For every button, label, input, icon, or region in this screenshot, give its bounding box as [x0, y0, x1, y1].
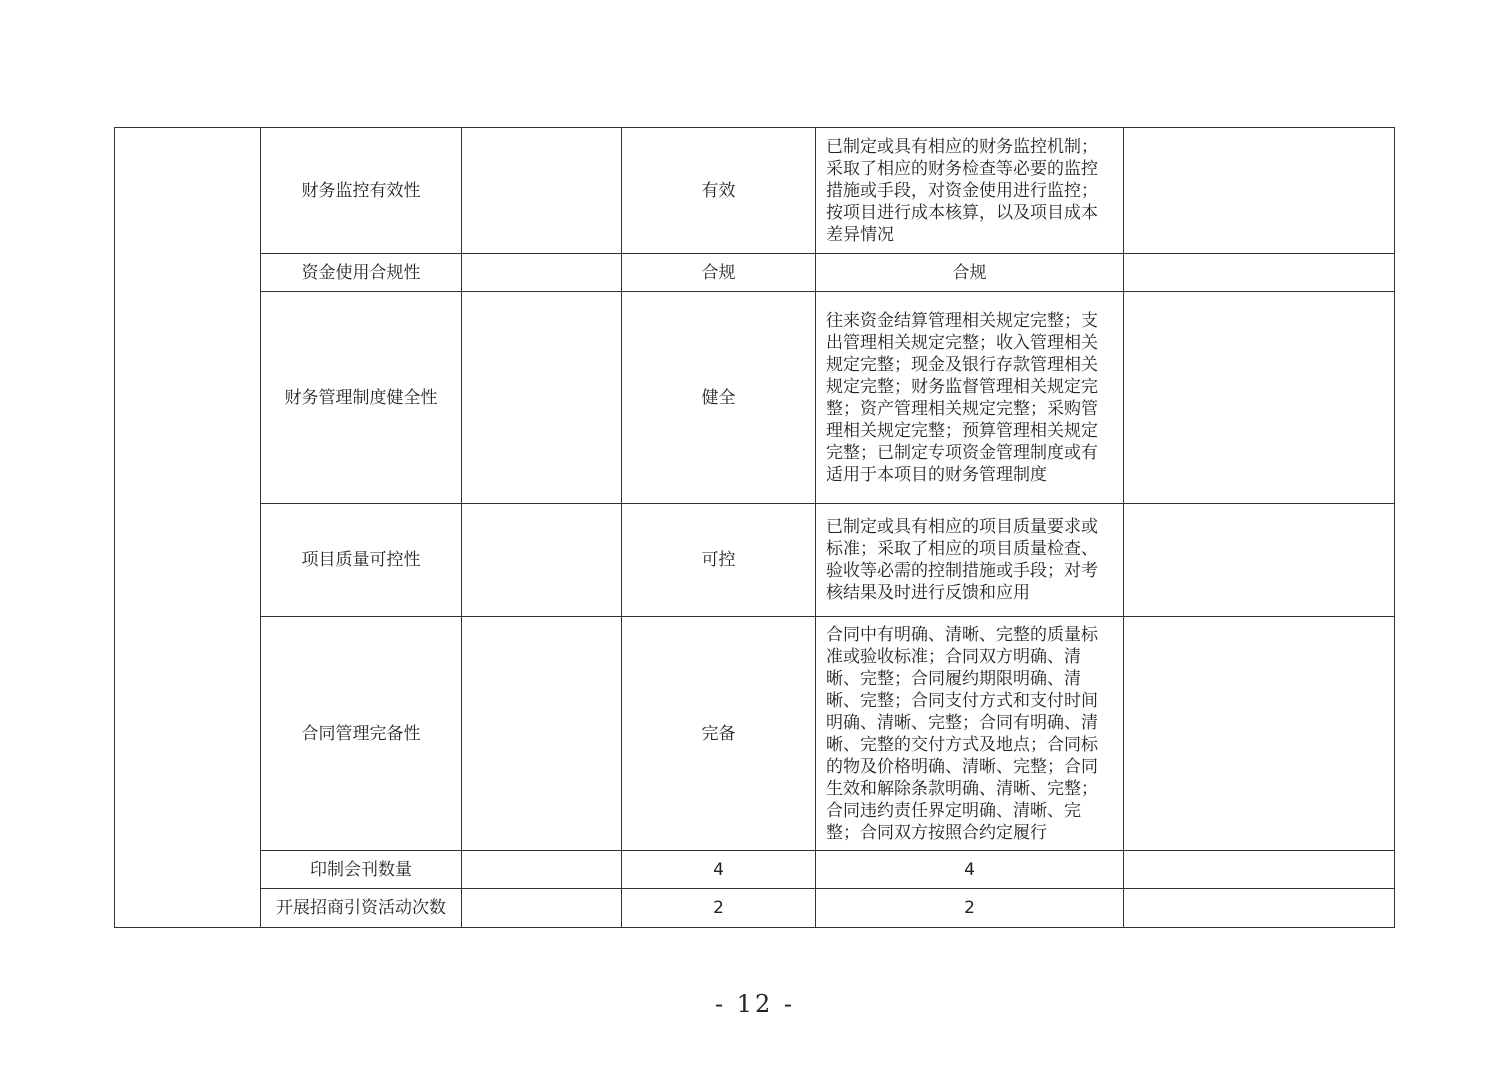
- actual-cell: 2: [816, 889, 1124, 928]
- weight-cell: [462, 254, 622, 292]
- table-row: [115, 889, 1395, 928]
- remark-cell: [1124, 617, 1395, 851]
- actual-cell: 已制定或具有相应的财务监控机制；采取了相应的财务检查等必要的监控措施或手段，对资金使用进行监控；按项目进行成本核算，以及项目成本差异情况: [816, 128, 1124, 254]
- page-number: - 12 -: [714, 990, 795, 1018]
- indicator-cell: 资金使用合规性: [261, 254, 462, 292]
- remark-cell: [1124, 504, 1395, 617]
- actual-cell: 已制定或具有相应的项目质量要求或标准；采取了相应的项目质量检查、验收等必需的控制措施或手段；对考核结果及时进行反馈和应用: [816, 504, 1124, 617]
- actual-cell: 合同中有明确、清晰、完整的质量标准或验收标准；合同双方明确、清晰、完整；合同履约期限明确、清晰、完整；合同支付方式和支付时间明确、清晰、完整；合同有明确、清晰、完整的交付方式及地点；合同标的物及价格明确、清晰、完整；合同生效和解除条款明确、清晰、完整；合同违约责任界定明确、清晰、完整；合同双方按照合约定履行: [816, 617, 1124, 851]
- indicator-cell: 项目质量可控性: [261, 504, 462, 617]
- remark-cell: [1124, 254, 1395, 292]
- target-cell: 完备: [622, 617, 816, 851]
- actual-cell: 合规: [816, 254, 1124, 292]
- indicator-cell: 财务管理制度健全性: [261, 292, 462, 504]
- performance-indicator-table: [114, 127, 1395, 928]
- actual-cell: 往来资金结算管理相关规定完整；支出管理相关规定完整；收入管理相关规定完整；现金及银行存款管理相关规定完整；财务监督管理相关规定完整；资产管理相关规定完整；采购管理相关规定完整；预算管理相关规定完整；已制定专项资金管理制度或有适用于本项目的财务管理制度: [816, 292, 1124, 504]
- table-row: [115, 851, 1395, 889]
- weight-cell: [462, 504, 622, 617]
- actual-cell: 4: [816, 851, 1124, 889]
- table-row: [115, 617, 1395, 851]
- target-cell: 有效: [622, 128, 816, 254]
- remark-cell: [1124, 292, 1395, 504]
- remark-cell: [1124, 128, 1395, 254]
- indicator-cell: 合同管理完备性: [261, 617, 462, 851]
- remark-cell: [1124, 889, 1395, 928]
- weight-cell: [462, 292, 622, 504]
- remark-cell: [1124, 851, 1395, 889]
- category-cell: [115, 128, 261, 928]
- weight-cell: [462, 851, 622, 889]
- table-row: [115, 254, 1395, 292]
- indicator-cell: 财务监控有效性: [261, 128, 462, 254]
- indicator-cell: 印制会刊数量: [261, 851, 462, 889]
- weight-cell: [462, 128, 622, 254]
- target-cell: 健全: [622, 292, 816, 504]
- table-row: [115, 128, 1395, 254]
- weight-cell: [462, 617, 622, 851]
- target-cell: 4: [622, 851, 816, 889]
- target-cell: 合规: [622, 254, 816, 292]
- target-cell: 可控: [622, 504, 816, 617]
- table-row: [115, 504, 1395, 617]
- table-row: [115, 292, 1395, 504]
- weight-cell: [462, 889, 622, 928]
- indicator-cell: 开展招商引资活动次数: [261, 889, 462, 928]
- target-cell: 2: [622, 889, 816, 928]
